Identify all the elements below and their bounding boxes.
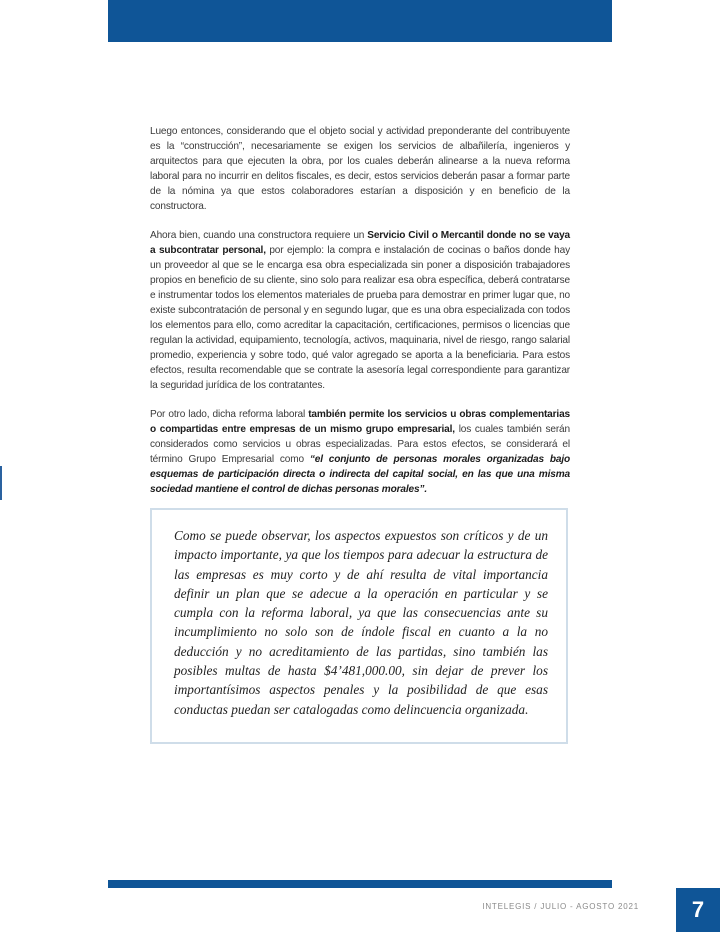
paragraph-2 [150, 228, 570, 393]
paragraph-1: Luego entonces, considerando que el objeto social y actividad preponderante del contribuyente es la “construcción”, necesariamente se exigen los servicios de albañilería, ingenieros y arquitectos para que ejecuten la obra, por los cuales deberán alinearse a la nueva reforma laboral para no incurrir en delitos fiscales, es decir, estos servicios deberán pasar a formar parte de la nómina ya que estos colaboradores estarían a disposición y en beneficio de la constructora. [150, 126, 570, 212]
page-number: 7 [676, 888, 720, 932]
paragraph-3-continuation: los cuales también serán considerados como servicios u obras especializadas. Para estos efectos, se considerará el término Grupo Empresarial como [150, 424, 570, 465]
paragraph-3 [150, 407, 570, 497]
paragraph-3-quote: “el conjunto de personas morales organizadas bajo esquemas de participación directa o indirecta del capital social, en las que una misma sociedad mantiene el control de dichas personas morales”. [150, 454, 570, 495]
paragraph-2-continuation: por ejemplo: la compra e instalación de cocinas o baños donde hay un proveedor al que se le encarga esa obra especializada sin poner a disposición trabajadores propios en beneficio de su cliente, sino solo para realizar esa obra específica, deberá contratarse e instrumentar todos los elementos materiales de prueba para demostrar en primer lugar que, no existe subcontratación de personal y en segundo lugar, que es una obra especializada con todos los elementos para ello, como acreditar la capacitación, certificaciones, permisos o licencias que regulan la actividad, equipamiento, tecnología, activos, maquinaria, nivel de riesgo, rango salarial promedio, experiencia y sobre todo, qué valor agregado se aporta a la beneficiaria. Para estos efectos, resulta recomendable que se contrate la asesoría legal correspondiente para garantizar la seguridad jurídica de los contratantes. [150, 245, 570, 391]
callout-text: Como se puede observar, los aspectos expuestos son críticos y de un impacto importante, ya que los tiempos para adecuar la estructura de las empresas es muy corto y de ahí resulta de vital importancia definir un plan que se adecue a la operación en particular y se cumpla con la reforma laboral, ya que las consecuencias ante su incumplimiento no solo son de índole fiscal en cuanto a la no deducción y no acreditamiento de las partidas, sino también las posibles multas de hasta $4’481,000.00, sin dejar de prever los importantísimos aspectos penales y la posibilidad de que esas conductas puedan ser catalogadas como delincuencia organizada. [174, 528, 548, 717]
paragraph-2-emphasis: Servicio Civil o Mercantil donde no se vaya a subcontratar personal, [150, 230, 570, 256]
header-bar [108, 0, 612, 42]
callout-box [150, 508, 568, 744]
footer-label: INTELEGIS / JULIO - AGOSTO 2021 [482, 902, 639, 911]
paragraph-3-text: Por otro lado, dicha reforma laboral [150, 409, 309, 420]
paragraph-3-emphasis: también permite los servicios u obras complementarias o compartidas entre empresas de un mismo grupo empresarial, [150, 409, 570, 435]
paragraph-2-text: Ahora bien, cuando una constructora requiere un [150, 230, 368, 241]
article-body [150, 124, 570, 511]
footer-bar [108, 880, 612, 888]
margin-marker [0, 466, 2, 500]
